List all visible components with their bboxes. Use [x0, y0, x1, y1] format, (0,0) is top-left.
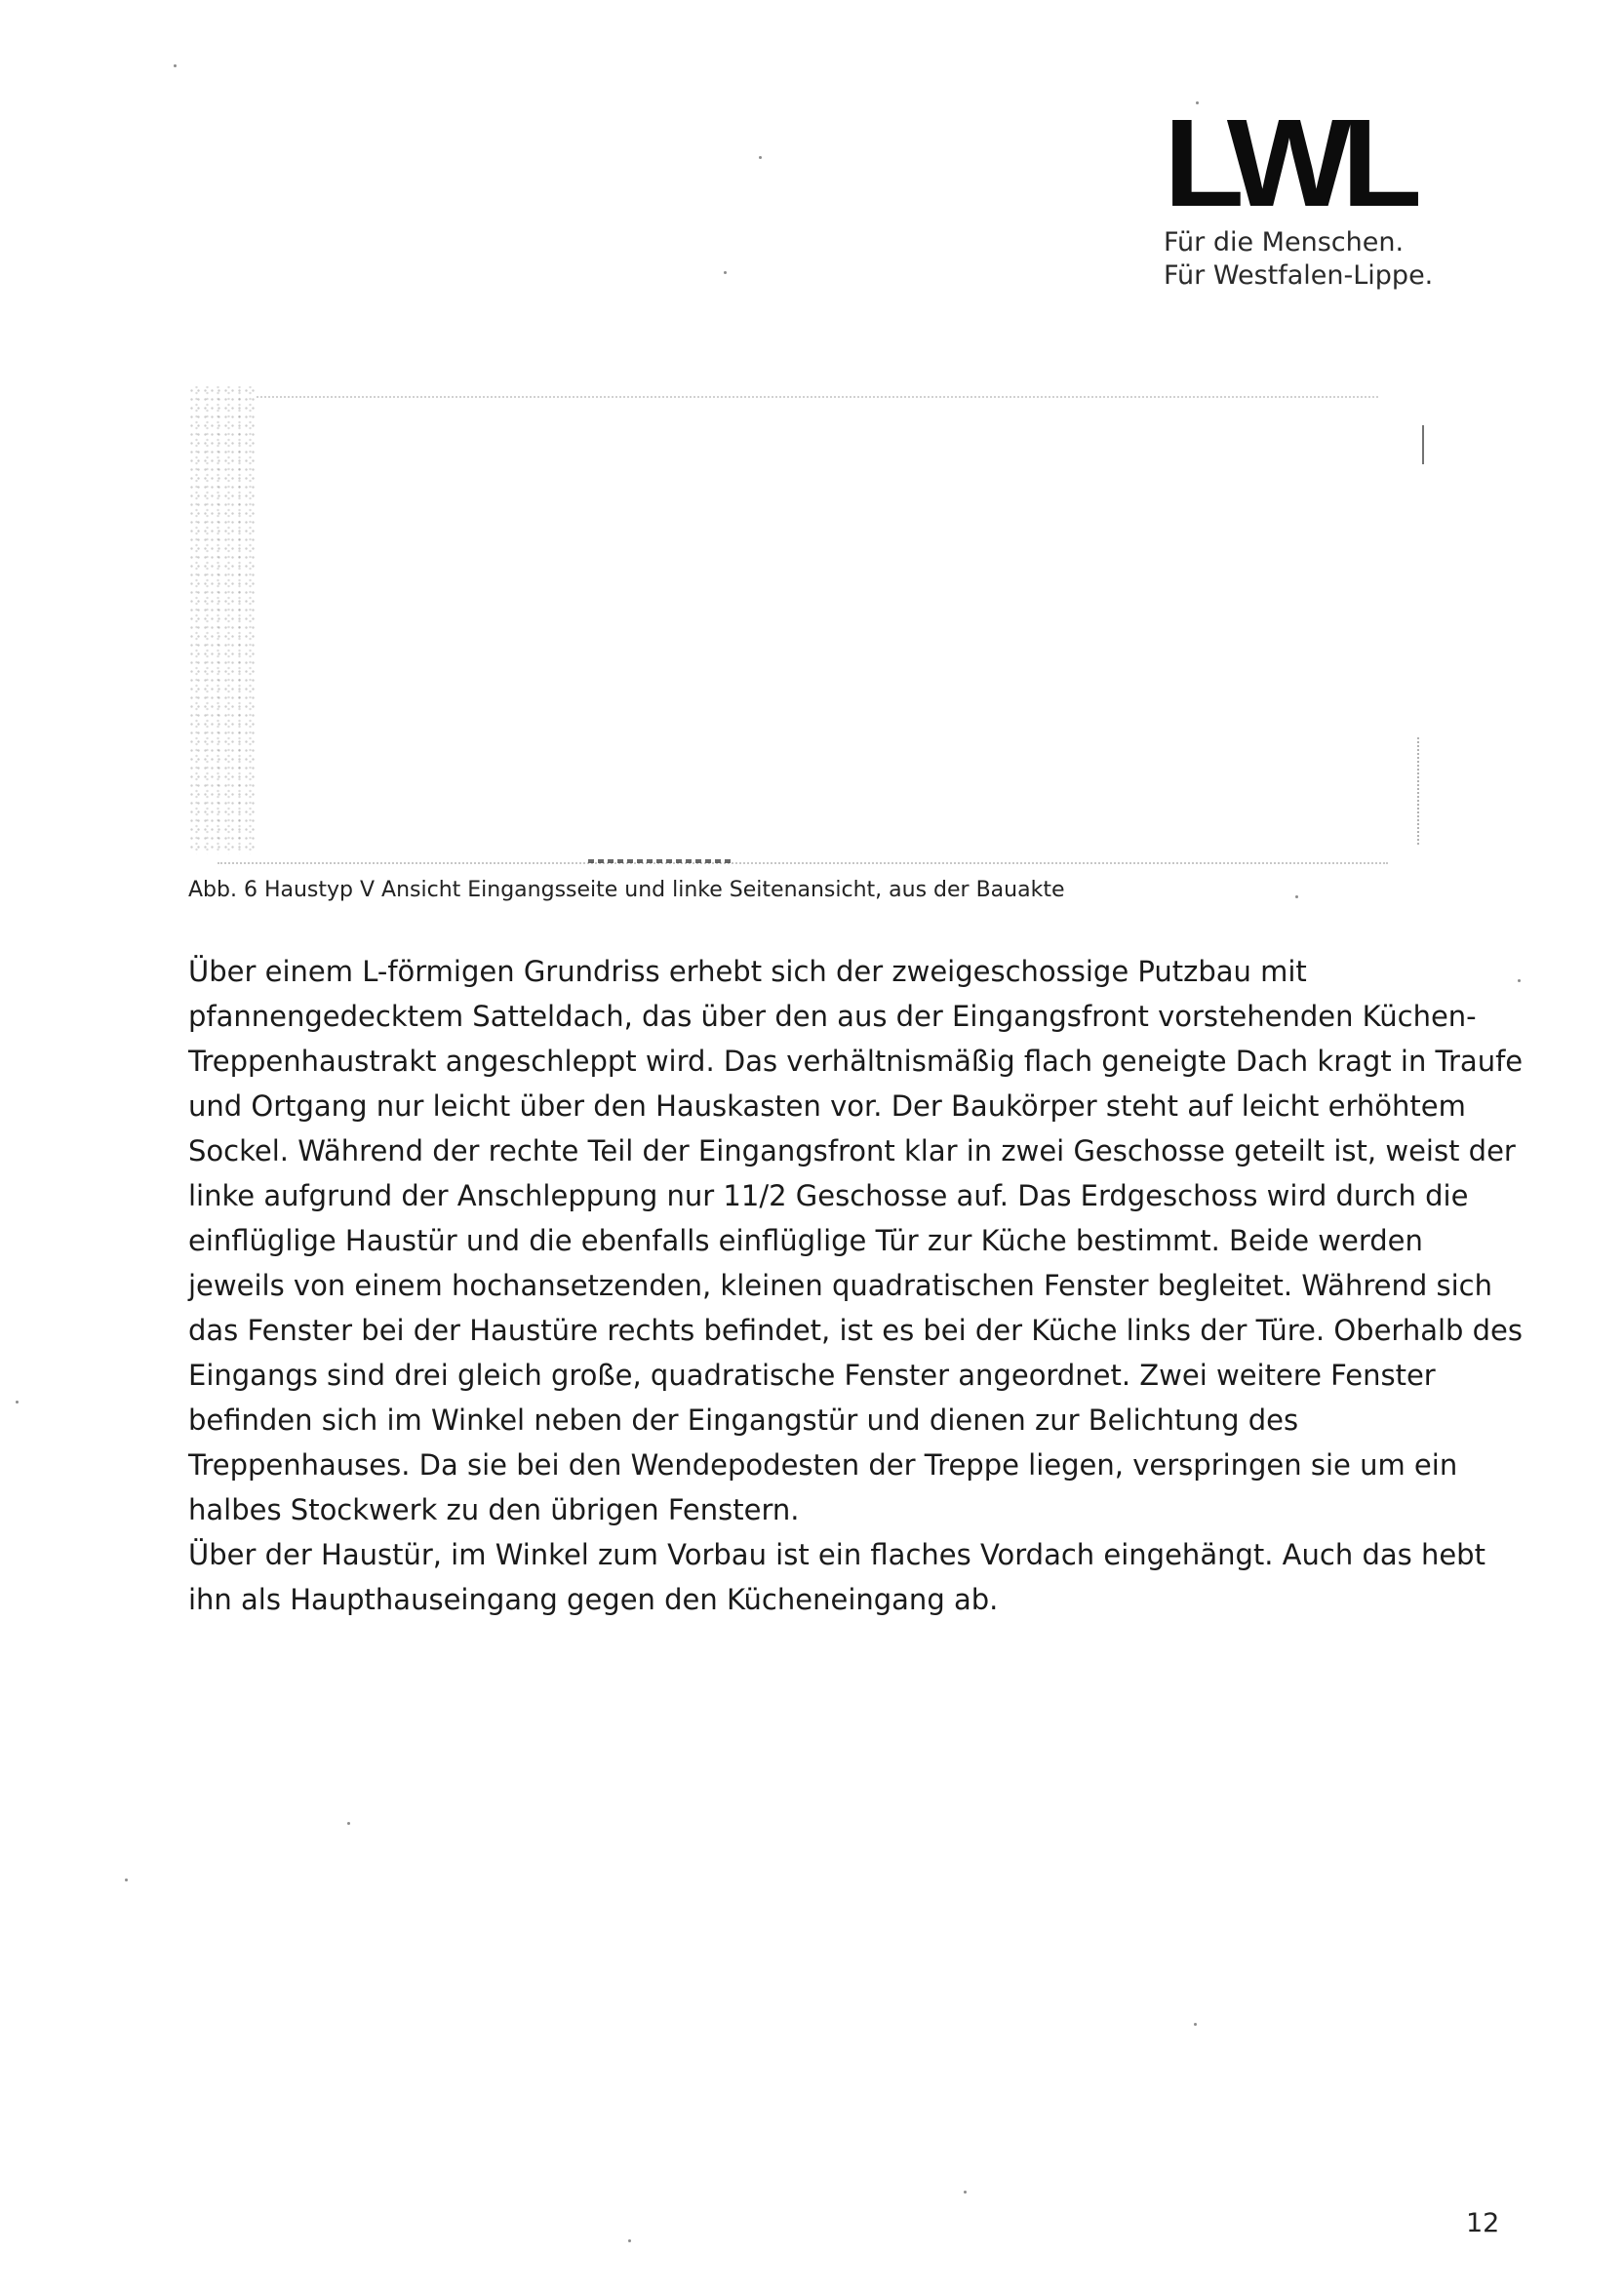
scan-speck: [759, 156, 762, 159]
scan-speck: [1498, 1063, 1501, 1066]
tagline-line-1: Für die Menschen.: [1164, 227, 1405, 257]
scan-speck: [125, 1879, 128, 1881]
scan-edge-bottom: [218, 862, 1388, 866]
logo-block: [1164, 94, 1485, 293]
scan-edge-right-dots: [1417, 737, 1421, 845]
scan-dash-mark: [588, 859, 734, 863]
figure-caption: Abb. 6 Haustyp V Ansicht Eingangsseite und linke Seitenansicht, aus der Bauakte: [188, 878, 1065, 902]
scan-speckle: [188, 386, 257, 854]
scan-speck: [1518, 979, 1521, 982]
scan-speck: [724, 271, 727, 274]
paragraph: Über einem L-förmigen Grundriss erhebt sich der zweigeschossige Putzbau mit pfannengedecktem Satteldach, das über den aus der Eingangsfront vorstehenden Küchen-Treppenhaustrakt angeschleppt wird. Das verhältnismäßig flach geneigte Dach kragt in Traufe und Ortgang nur leicht über den Hauskasten vor. Der Baukörper steht auf leicht erhöhtem Sockel. Während der rechte Teil der Eingangsfront klar in zwei Geschosse geteilt ist, weist der linke aufgrund der Anschleppung nur 11/2 Geschosse auf. Das Erdgeschoss wird durch die einflüglige Haustür und die ebenfalls einflüglige Tür zur Küche bestimmt. Beide werden jeweils von einem hochansetzenden, kleinen quadratischen Fenster begleitet. Während sich das Fenster bei der Haustüre rechts befindet, ist es bei der Küche links der Türe. Oberhalb des Eingangs sind drei gleich große, quadratische Fenster angeordnet. Zwei weitere Fenster befinden sich im Winkel neben der Eingangstür und dienen zur Belichtung des Treppenhauses. Da sie bei den Wendepodesten der Treppe liegen, verspringen sie um ein halbes Stockwerk zu den übrigen Fenstern.: [188, 955, 1524, 1526]
scan-speck: [1194, 2023, 1197, 2026]
scan-speck: [1295, 895, 1298, 898]
body-text: [188, 949, 1525, 1622]
logo-tagline: [1164, 226, 1485, 293]
tagline-line-2: Für Westfalen-Lippe.: [1164, 260, 1434, 291]
page-number: 12: [1466, 2208, 1500, 2238]
scan-speck: [628, 2239, 631, 2242]
figure-image: [188, 386, 1427, 860]
paragraph: Über der Haustür, im Winkel zum Vorbau ist ein flaches Vordach eingehängt. Auch das hebt ihn als Haupthauseingang gegen den Kücheneingang ab.: [188, 1538, 1485, 1616]
scan-speck: [16, 1401, 19, 1404]
scan-speck: [174, 64, 177, 67]
scan-speck: [347, 1822, 350, 1825]
lwl-logo: LWL: [1164, 94, 1412, 233]
scan-speck: [964, 2191, 967, 2194]
scan-speck: [1196, 101, 1199, 104]
scan-edge-right-tick: [1422, 425, 1424, 464]
scan-edge-top: [257, 396, 1378, 400]
